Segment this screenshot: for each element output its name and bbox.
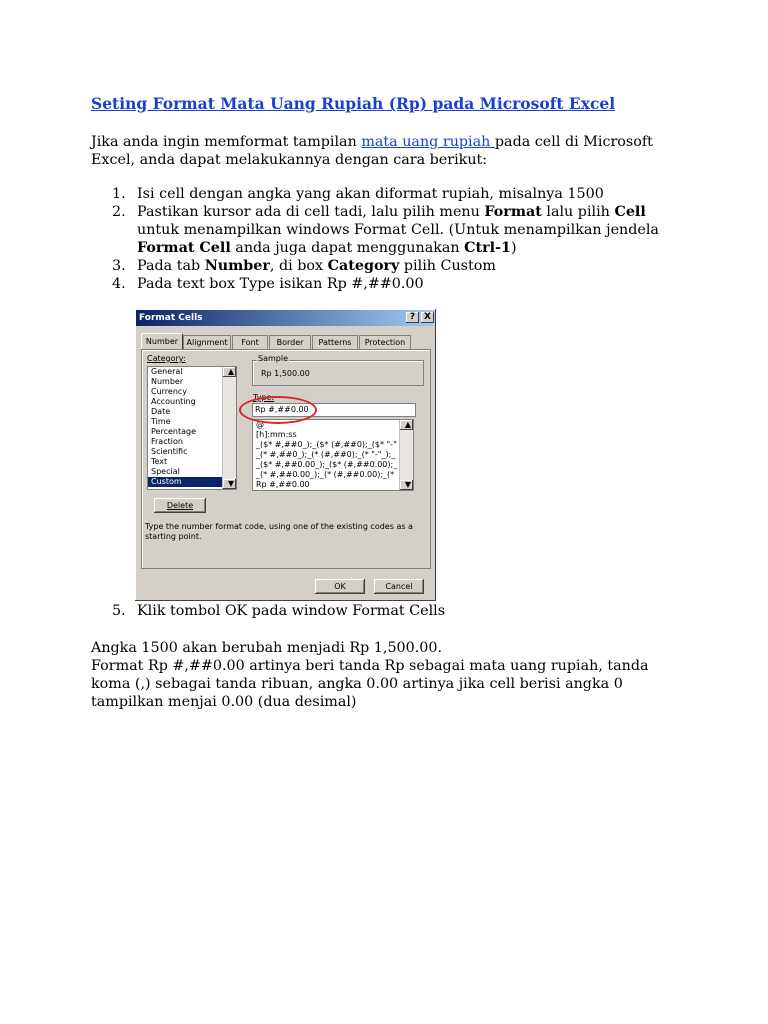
list-item xyxy=(91,203,671,257)
scroll-down-icon[interactable]: ▼ xyxy=(223,479,236,489)
currency-link[interactable]: mata uang rupiah xyxy=(361,134,495,150)
list-item[interactable]: Number xyxy=(151,377,184,386)
tab-font[interactable]: Font xyxy=(232,335,268,349)
step-text: ) xyxy=(511,240,517,256)
step-number: 3. xyxy=(112,258,126,274)
step-bold: Category xyxy=(327,258,400,274)
type-input[interactable]: Rp #,##0.00 xyxy=(252,403,416,417)
tab-alignment[interactable]: Alignment xyxy=(183,335,231,349)
closing-paragraph xyxy=(91,639,691,711)
ok-button[interactable]: OK xyxy=(315,579,365,594)
step-text: untuk menampilkan windows Format Cell. (Untuk menampilkan jendela xyxy=(137,222,659,238)
step-bold: Number xyxy=(204,258,270,274)
step-number: 1. xyxy=(112,186,126,202)
dialog-titlebar xyxy=(136,310,435,326)
step-bold: Format Cell xyxy=(137,240,231,256)
result-text: Angka 1500 akan berubah menjadi Rp 1,500.00. xyxy=(91,640,443,656)
intro-text-after: pada cell di Microsoft Excel, anda dapat melakukannya dengan cara berikut: xyxy=(91,134,653,168)
tab-border[interactable]: Border xyxy=(269,335,311,349)
list-item xyxy=(91,602,671,620)
list-item[interactable]: Text xyxy=(151,457,168,466)
delete-button[interactable]: Delete xyxy=(154,498,206,513)
list-item[interactable]: _($* #,##0_);_($* (#,##0);_($* "-" xyxy=(256,440,397,449)
cancel-button[interactable]: Cancel xyxy=(374,579,424,594)
intro-text-before: Jika anda ingin memformat tampilan xyxy=(91,134,362,150)
step-bold: Format xyxy=(484,204,542,220)
step-text: Pada text box Type isikan Rp #,##0.00 xyxy=(137,276,424,292)
list-item[interactable]: @ xyxy=(256,420,264,429)
category-scrollbar[interactable] xyxy=(222,367,236,489)
highlight-oval xyxy=(239,396,317,424)
sample-value: Rp 1,500.00 xyxy=(261,369,310,378)
step-text: Klik tombol OK pada window Format Cells xyxy=(137,603,446,619)
format-cells-dialog xyxy=(135,309,436,601)
step-bold: Cell xyxy=(614,204,646,220)
dialog-title: Format Cells xyxy=(139,313,203,323)
list-item[interactable]: General xyxy=(151,367,183,376)
step-text: Pada tab xyxy=(137,258,205,274)
sample-group xyxy=(252,354,424,386)
step-text: Isi cell dengan angka yang akan diformat rupiah, misalnya 1500 xyxy=(137,186,604,202)
scroll-up-icon[interactable]: ▲ xyxy=(223,367,236,377)
sample-label: Sample xyxy=(258,354,288,363)
category-list[interactable] xyxy=(147,366,237,490)
steps-list xyxy=(91,185,671,293)
list-item[interactable]: [h]:mm:ss xyxy=(256,430,297,439)
step-number: 2. xyxy=(112,204,126,220)
list-item[interactable]: Rp #,##0.00 xyxy=(256,480,310,489)
page-title[interactable]: Seting Format Mata Uang Rupiah (Rp) pada Microsoft Excel xyxy=(91,94,616,113)
list-item-selected[interactable]: Custom xyxy=(148,477,236,487)
step-number: 4. xyxy=(112,276,126,292)
list-item[interactable]: Scientific xyxy=(151,447,188,456)
help-button[interactable]: ? xyxy=(406,312,419,323)
list-item[interactable]: _(* #,##0_);_(* (#,##0);_(* "-"_);_ xyxy=(256,450,396,459)
scroll-down-icon[interactable]: ▼ xyxy=(400,480,413,490)
list-item[interactable]: Date xyxy=(151,407,171,416)
list-item[interactable]: Currency xyxy=(151,387,188,396)
type-scrollbar[interactable] xyxy=(399,420,413,490)
list-item xyxy=(91,185,671,203)
step-text: lalu pilih xyxy=(541,204,615,220)
step-text: Pastikan kursor ada di cell tadi, lalu pilih menu xyxy=(137,204,485,220)
type-label: Type: xyxy=(253,393,275,402)
close-button[interactable]: X xyxy=(421,312,434,323)
list-item[interactable]: Time xyxy=(151,417,171,426)
explanation-text: Format Rp #,##0.00 artinya beri tanda Rp sebagai mata uang rupiah, tanda koma (,) sebagai tanda ribuan, angka 0.00 artinya jika cell berisi angka 0 tampilkan menjai 0.00 (dua desimal) xyxy=(91,658,649,710)
step-number: 5. xyxy=(112,603,126,619)
list-item[interactable]: Special xyxy=(151,467,180,476)
scroll-up-icon[interactable]: ▲ xyxy=(400,420,413,430)
list-item[interactable]: _($* #,##0.00_);_($* (#,##0.00);_ xyxy=(256,460,398,469)
list-item xyxy=(91,275,671,293)
tab-protection[interactable]: Protection xyxy=(359,335,411,349)
type-list[interactable] xyxy=(252,419,414,491)
step-text: pilih Custom xyxy=(399,258,496,274)
list-item[interactable]: Fraction xyxy=(151,437,183,446)
format-description: Type the number format code, using one of the existing codes as a starting point. xyxy=(145,522,413,541)
step-bold: Ctrl-1 xyxy=(464,240,511,256)
step-text: anda juga dapat menggunakan xyxy=(230,240,465,256)
list-item[interactable]: _(* #,##0.00_);_(* (#,##0.00);_(* xyxy=(256,470,395,479)
list-item[interactable]: Accounting xyxy=(151,397,196,406)
step-text: , di box xyxy=(269,258,328,274)
tab-number[interactable]: Number xyxy=(141,333,183,350)
tab-patterns[interactable]: Patterns xyxy=(312,335,358,349)
category-label: Category: xyxy=(147,354,186,363)
list-item[interactable]: Percentage xyxy=(151,427,197,436)
list-item xyxy=(91,257,671,275)
intro-paragraph xyxy=(91,133,691,169)
